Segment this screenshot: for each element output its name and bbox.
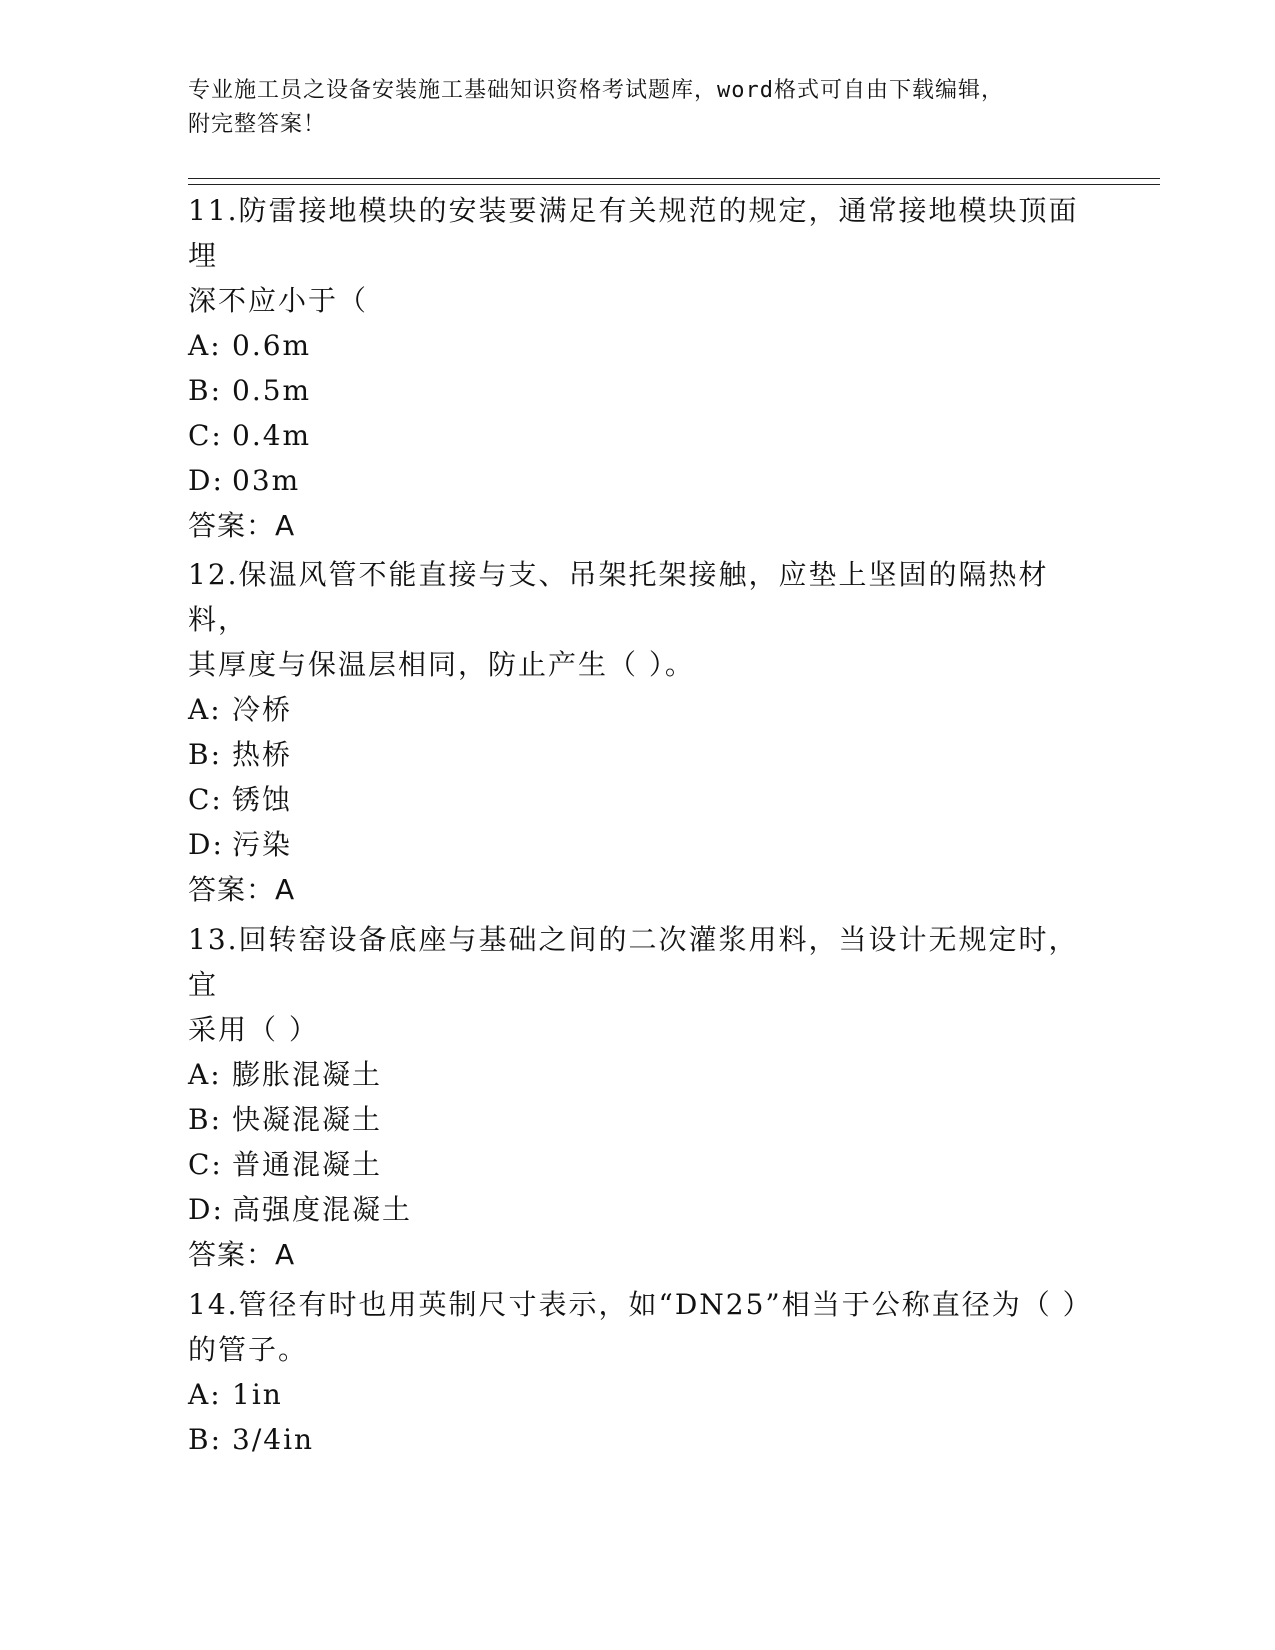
option-letter: C: [188, 419, 223, 452]
option-letter: A: [188, 329, 222, 362]
question-stem-line-1: 11.防雷接地模块的安装要满足有关规范的规定，通常接地模块顶面埋 [188, 194, 1079, 272]
option-c [188, 1142, 1088, 1187]
option-text: 高强度混凝土 [232, 1193, 413, 1226]
option-letter: D: [188, 464, 224, 497]
option-letter: B: [188, 1103, 223, 1136]
option-letter: A: [188, 693, 222, 726]
option-text: 03m [232, 464, 301, 497]
option-letter: C: [188, 783, 223, 816]
option-b [188, 732, 1088, 777]
question-14 [188, 1282, 1093, 1462]
option-letter: D: [188, 1193, 224, 1226]
answer-line: 答案：A [188, 873, 296, 906]
question-stem-line-1: 12.保温风管不能直接与支、吊架托架接触，应垫上坚固的隔热材料， [188, 558, 1049, 636]
option-text: 锈蚀 [232, 783, 293, 816]
answer-line: 答案：A [188, 509, 296, 542]
option-letter: D: [188, 828, 224, 861]
option-letter: B: [188, 738, 223, 771]
option-d [188, 822, 1088, 867]
option-a [188, 1372, 1088, 1417]
option-text: 冷桥 [232, 693, 293, 726]
question-stem-line-2: 其厚度与保温层相同，防止产生（ ）。 [188, 648, 695, 681]
option-text: 3/4in [232, 1423, 315, 1456]
option-b [188, 368, 1088, 413]
option-b [188, 1417, 1088, 1462]
question-stem-line-2: 深不应小于（ [188, 284, 369, 317]
option-text: 0.4m [232, 419, 312, 452]
option-letter: C: [188, 1148, 223, 1181]
option-c [188, 777, 1088, 822]
option-a [188, 1052, 1088, 1097]
option-d [188, 458, 1088, 503]
option-letter: A: [188, 1058, 222, 1091]
document-header [188, 74, 1088, 142]
answer-line: 答案：A [188, 1238, 296, 1271]
option-text: 污染 [232, 828, 293, 861]
option-a [188, 323, 1088, 368]
option-a [188, 687, 1088, 732]
option-d [188, 1187, 1088, 1232]
option-text: 膨胀混凝土 [232, 1058, 383, 1091]
option-text: 0.5m [232, 374, 312, 407]
question-13 [188, 917, 1088, 1277]
option-text: 普通混凝土 [232, 1148, 383, 1181]
option-letter: B: [188, 1423, 223, 1456]
question-stem-line-1: 13.回转窑设备底座与基础之间的二次灌浆用料，当设计无规定时，宜 [188, 923, 1079, 1001]
question-stem-line-2: 的管子。 [188, 1333, 309, 1366]
option-b [188, 1097, 1088, 1142]
option-letter: B: [188, 374, 223, 407]
question-stem-line-1: 14.管径有时也用英制尺寸表示，如“DN25”相当于公称直径为（ ） [188, 1288, 1093, 1321]
question-12 [188, 552, 1088, 912]
header-line-2: 附完整答案！ [188, 112, 327, 137]
option-text: 0.6m [232, 329, 312, 362]
option-text: 1in [232, 1378, 283, 1411]
option-c [188, 413, 1088, 458]
header-line-1: 专业施工员之设备安装施工基础知识资格考试题库，word格式可自由下载编辑， [188, 78, 1004, 103]
header-divider-bottom [188, 184, 1160, 185]
option-text: 快凝混凝土 [232, 1103, 383, 1136]
question-stem-line-2: 采用（ ） [188, 1013, 319, 1046]
option-letter: A: [188, 1378, 222, 1411]
question-11 [188, 188, 1088, 548]
header-divider-top [188, 178, 1160, 179]
option-text: 热桥 [232, 738, 293, 771]
